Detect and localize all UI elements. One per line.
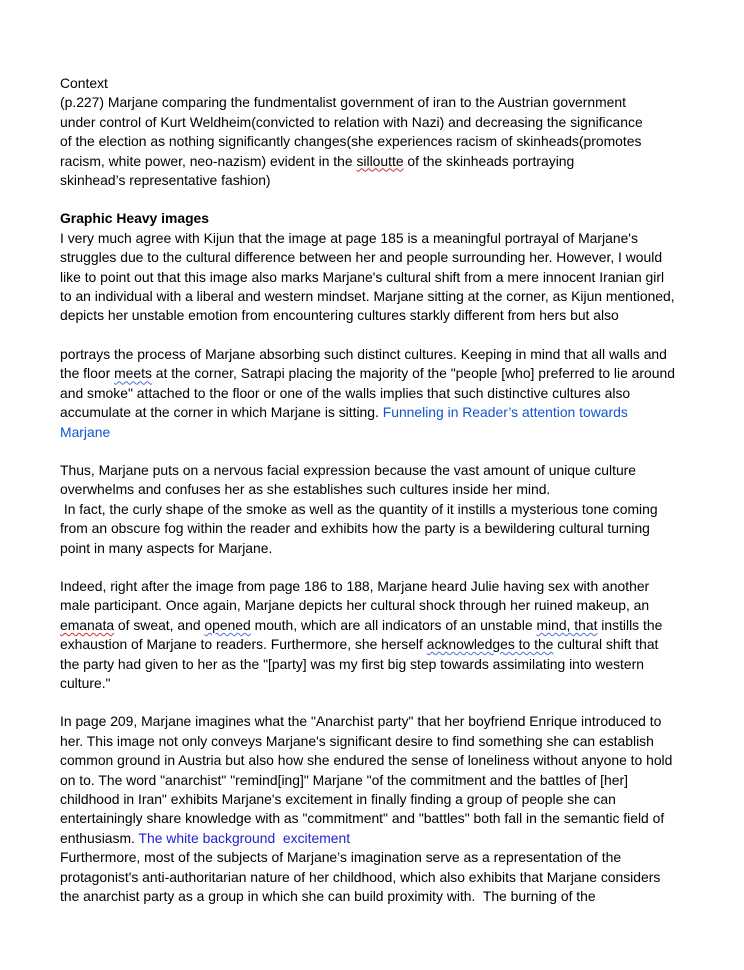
grammar-flagged-word[interactable]: meets [114,365,152,382]
text-line: depicts her unstable emotion from encountering cultures starkly different from hers but also [60,307,619,324]
text-line: portrays the process of Marjane absorbing such distinct cultures. Keeping in mind that all walls and [60,345,667,362]
text-line [60,829,690,848]
text-line [60,364,690,383]
text-line: under control of Kurt Weldheim(convicted to relation with Nazi) and decreasing the significance [60,113,643,130]
text-line: her. This image not only conveys Marjane's significant desire to find something she can establish [60,732,654,749]
text-line: skinhead’s representative fashion) [60,172,271,189]
text-run: racism, white power, neo-nazism) evident in the [60,152,357,169]
text-line: Indeed, right after the image from page 186 to 188, Marjane heard Julie having sex with another [60,577,650,594]
text-run: instills the [597,616,663,633]
text-line [60,152,690,171]
text-line: entertainingly share knowledge with as "commitment" and "battles" both fall in the semantic field of [60,810,665,827]
text-line: from an obscure fog within the reader and exhibits how the party is a bewildering cultural turning [60,520,650,537]
blue-note: Funneling in Reader’s attention towards [382,404,628,421]
text-line: childhood in Iran" exhibits Marjane's excitement in finally finding a group of people she can [60,791,616,807]
text-run: of the skinheads portraying [403,152,575,169]
text-line: like to point out that this image also marks Marjane's cultural shift from a mere innocent Iranian girl [60,268,665,285]
document-body [60,74,690,906]
text-line [60,635,690,654]
text-line [60,403,690,422]
text-line: and smoke" attached to the floor or one of the walls implies that such distinctive cultures also [60,384,631,401]
text-line: the party had given to her as the "[party] was my first big step towards assimilating into western [60,655,644,672]
text-line [60,616,690,635]
text-line: male participant. Once again, Marjane depicts her cultural shock through her ruined makeup, an [60,597,650,614]
grammar-flagged-word[interactable]: acknowledges to the [426,636,554,653]
text-line: I very much agree with Kijun that the image at page 185 is a meaningful portrayal of Marjane's [60,229,638,246]
text-run: enthusiasm. [60,829,139,846]
text-run: mouth, which are all indicators of an unstable [250,616,537,633]
grammar-flagged-word[interactable]: mind, that [536,616,598,633]
text-line: Thus, Marjane puts on a nervous facial expression because the vast amount of unique culture [60,461,637,478]
text-line: struggles due to the cultural difference between her and people surrounding her. However, I would [60,249,663,266]
context-heading: Context [60,75,108,91]
blue-note: Marjane [60,423,111,440]
text-line: of the election as nothing significantly changes(she experiences racism of skinheads(promotes [60,133,642,150]
text-line: common ground in Austria but also how she endured the sense of loneliness without anyone to hold [60,752,673,769]
text-run: cultural shift that [553,636,659,653]
text-line: point in many aspects for Marjane. [60,539,273,556]
misspelled-word[interactable]: silloutte [356,152,404,169]
text-line: Furthermore, most of the subjects of Marjane’s imagination serve as a representation of the [60,849,622,866]
misspelled-word[interactable]: emanata [60,616,115,633]
text-line: In page 209, Marjane imagines what the "Anarchist party" that her boyfriend Enrique introduced to [60,713,662,730]
text-line: to an individual with a liberal and western mindset. Marjane sitting at the corner, as Kijun mentioned, [60,288,675,305]
blue-note: The white background excitement [138,829,351,846]
text-line: on to. The word "anarchist" "remind[ing]" Marjane "of the commitment and the battles of [her] [60,771,628,788]
text-run: the floor [60,365,115,382]
text-line: (p.227) Marjane comparing the fundmentalist government of iran to the Austrian government [60,94,626,111]
grammar-flagged-word[interactable]: opened [204,616,251,633]
text-run: accumulate at the corner in which Marjane is sitting. [60,404,383,421]
text-line: In fact, the curly shape of the smoke as well as the quantity of it instills a mysterious tone coming [60,500,658,517]
text-run: at the corner, Satrapi placing the majority of the "people [who] preferred to lie around [151,365,675,382]
text-run: of sweat, and [114,616,205,633]
section-heading: Graphic Heavy images [60,210,210,227]
text-run: exhaustion of Marjane to readers. Furthermore, she herself [60,636,427,653]
text-line: protagonist's anti-authoritarian nature of her childhood, which also exhibits that Marjane considers [60,868,661,885]
text-line: the anarchist party as a group in which she can build proximity with. The burning of the [60,888,596,905]
text-line: culture." [60,674,111,691]
text-line: overwhelms and confuses her as she establishes such cultures inside her mind. [60,481,551,498]
